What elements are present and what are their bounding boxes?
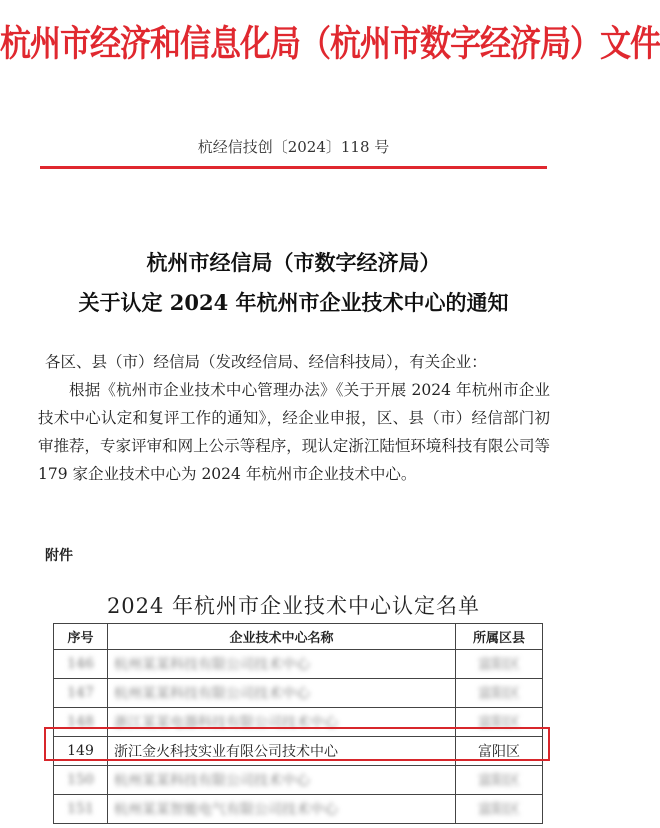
column-header-number: 序号	[54, 624, 108, 650]
document-number: 杭经信技创〔2024〕118 号	[197, 138, 390, 156]
row-district: 富阳区	[456, 708, 543, 737]
row-district: 富阳区	[456, 766, 543, 795]
row-district: 富阳区	[456, 650, 543, 679]
table-row	[54, 679, 543, 708]
row-district: 富阳区	[456, 795, 543, 824]
table-header-row	[54, 624, 543, 650]
notice-title-line1: 杭州市经信局（市数字经济局）	[146, 250, 441, 275]
column-header-district: 所属区县	[456, 624, 543, 650]
document-header-title: 杭州市经济和信息化局（杭州市数字经济局）文件	[0, 23, 660, 65]
row-number: 150	[54, 766, 108, 795]
row-number: 151	[54, 795, 108, 824]
column-header-name: 企业技术中心名称	[108, 624, 456, 650]
list-title: 2024 年杭州市企业技术中心认定名单	[106, 594, 481, 618]
red-divider	[40, 166, 547, 169]
notice-paragraph: 根据《杭州市企业技术中心管理办法》《关于开展 2024 年杭州市企业技术中心认定和复评工作的通知》，经企业申报，区、县（市）经信部门初审推荐，专家评审和网上公示等程序，现认定浙江陆恒环境科技有限公司等 179 家企业技术中心为 2024 年杭州市企业技术中心。	[38, 381, 550, 483]
row-company-name: 杭州某某智能电气有限公司技术中心	[108, 795, 456, 824]
row-number: 147	[54, 679, 108, 708]
addressee: 各区、县（市）经信局（发改经信局、经信科技局），有关企业：	[45, 353, 487, 371]
row-district: 富阳区	[456, 679, 543, 708]
row-company-name: 杭州某某科技有限公司技术中心	[108, 766, 456, 795]
notice-title-line2: 关于认定 2024 年杭州市企业技术中心的通知	[78, 290, 509, 315]
row-company-name: 杭州某某科技有限公司技术中心	[108, 650, 456, 679]
company-list-table	[53, 623, 543, 824]
row-number: 146	[54, 650, 108, 679]
highlight-box	[44, 727, 550, 761]
table-row	[54, 795, 543, 824]
row-district: 富阳区	[456, 737, 543, 766]
attachment-label: 附件	[45, 548, 73, 564]
row-company-name: 浙江某某电器科技有限公司技术中心	[108, 708, 456, 737]
row-number: 149	[54, 737, 108, 766]
table-row	[54, 766, 543, 795]
row-company-name: 杭州某某科技有限公司技术中心	[108, 679, 456, 708]
row-company-name: 浙江金火科技实业有限公司技术中心	[108, 737, 456, 766]
row-number: 148	[54, 708, 108, 737]
table-row	[54, 650, 543, 679]
